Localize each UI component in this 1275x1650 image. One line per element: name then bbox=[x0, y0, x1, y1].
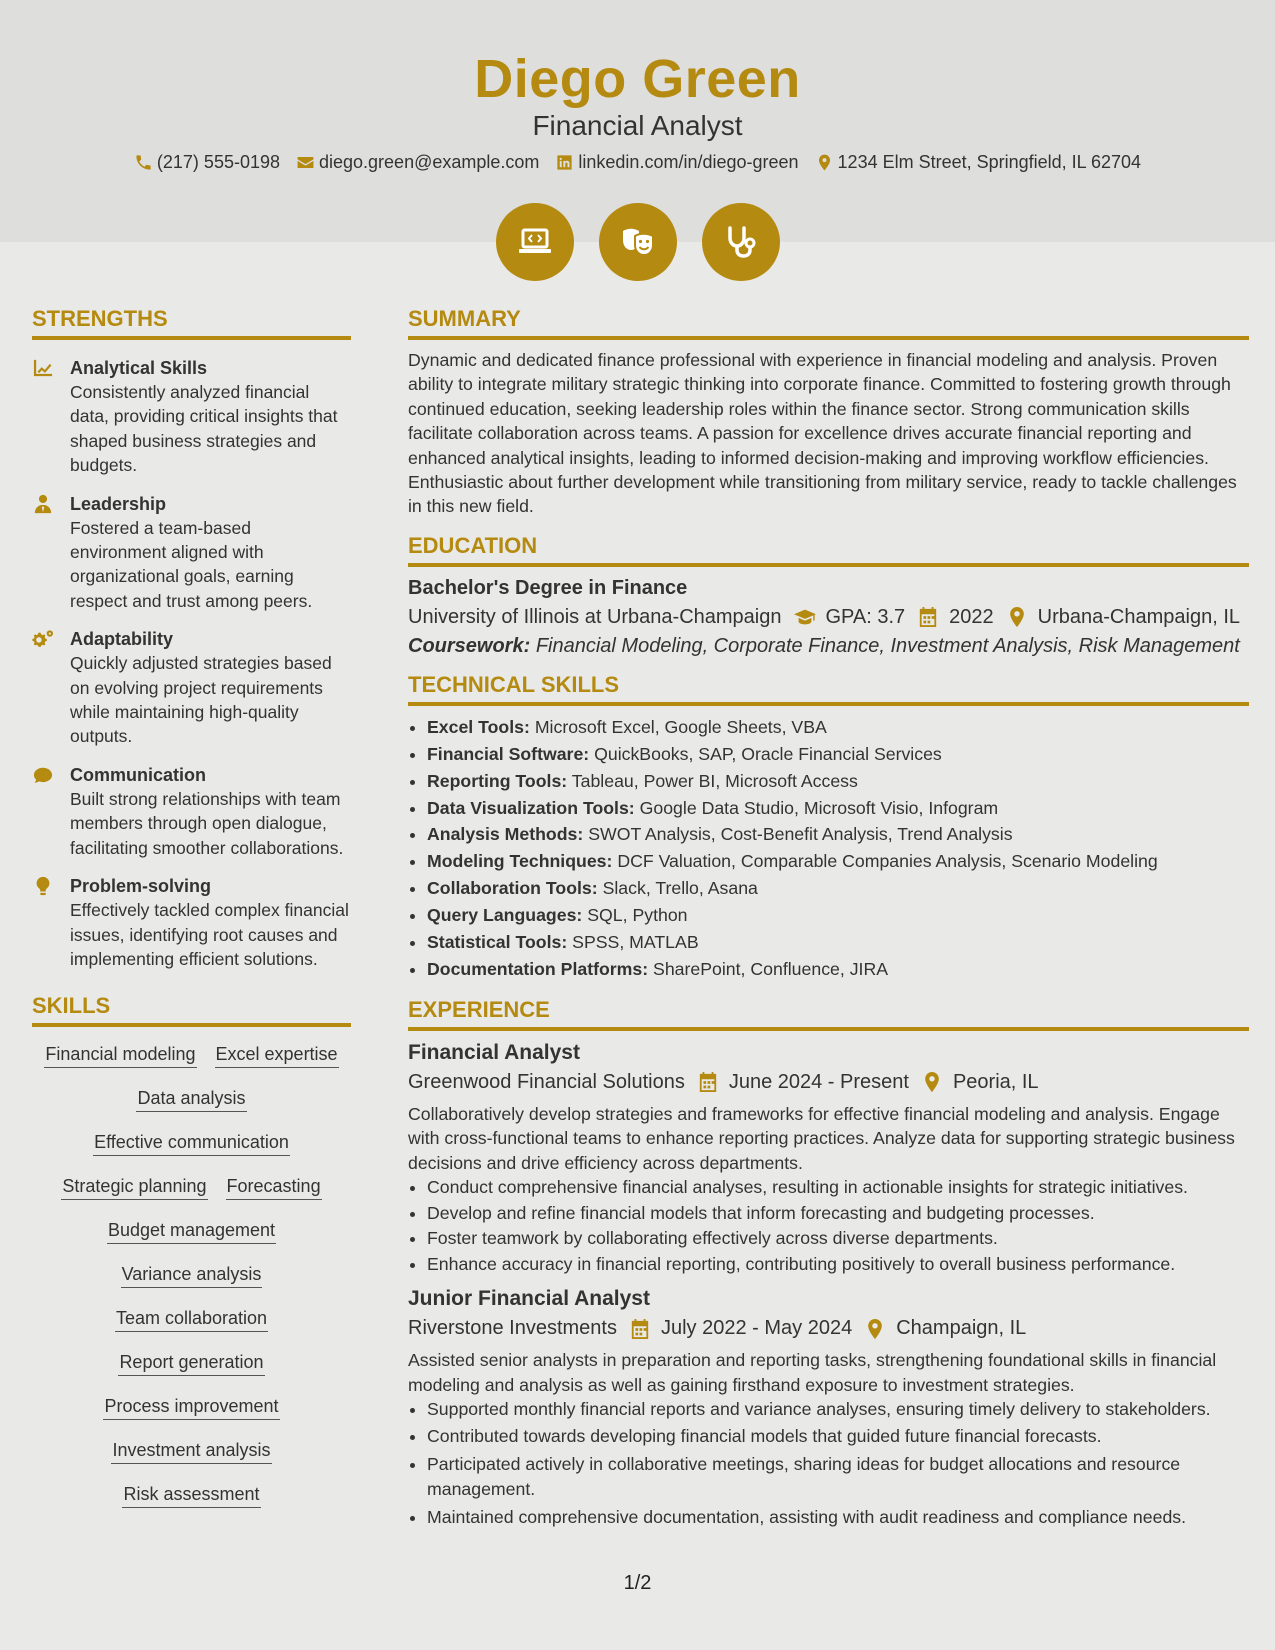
tech-skill-value: SPSS, MATLAB bbox=[572, 932, 699, 953]
job-bullet: • Supported monthly financial reports and variance analyses, ensuring timely delivery to stakeholders. bbox=[427, 1397, 1249, 1423]
strengths-title: STRENGTHS bbox=[32, 306, 351, 340]
education-location: Urbana-Champaign, IL bbox=[1037, 605, 1241, 628]
tech-skill-label: Excel Tools: bbox=[427, 716, 530, 737]
job-bullets bbox=[408, 1175, 1249, 1277]
skills-list bbox=[32, 1043, 351, 1508]
interest-circle bbox=[496, 203, 574, 281]
coursework-label: Coursework: bbox=[408, 634, 531, 657]
strength-name: Adaptability bbox=[70, 629, 174, 650]
job-dates-item bbox=[697, 1071, 909, 1094]
tech-skill-label: Statistical Tools: bbox=[427, 932, 568, 953]
tech-skill-value: Google Data Studio, Microsoft Visio, Infogram bbox=[639, 797, 999, 818]
strength-item bbox=[32, 492, 351, 614]
tech-skill-label: Data Visualization Tools: bbox=[427, 797, 635, 818]
tech-skill-value: SharePoint, Confluence, JIRA bbox=[653, 959, 889, 979]
chart-line-icon bbox=[32, 358, 54, 378]
skill-tag: Financial modeling bbox=[44, 1043, 196, 1068]
job-description: Assisted senior analysts in preparation and reporting tasks, strengthening foundational skills in financial modeling and analysis as well as gaining firsthand exposure to investment strategies. bbox=[408, 1350, 1217, 1395]
map-marker-icon bbox=[921, 1072, 943, 1092]
tech-skill-item bbox=[427, 768, 1249, 795]
job-description: Collaboratively develop strategies and frameworks for effective financial modeling and analysis. Engage with cross-functional teams to enhance reporting practices. Analyze data for supporting strategic business decisions and drive efficiency across departments. bbox=[408, 1103, 1235, 1173]
tech-skill-label: Collaboration Tools: bbox=[427, 878, 598, 899]
interest-circle bbox=[599, 203, 677, 281]
strength-name: Problem-solving bbox=[70, 876, 212, 897]
strength-desc: Fostered a team-based environment aligned with organizational goals, earning respect and trust among peers. bbox=[70, 517, 313, 611]
tech-skill-label: Query Languages: bbox=[427, 905, 583, 926]
contact-email[interactable] bbox=[296, 152, 539, 173]
job-bullets bbox=[408, 1397, 1249, 1531]
candidate-name: Diego Green bbox=[474, 49, 801, 109]
job-bullet: • Maintained comprehensive documentation, assisting with audit readiness and compliance needs. bbox=[427, 1505, 1249, 1531]
tech-skill-item bbox=[427, 956, 1249, 983]
tech-skill-label: Documentation Platforms: bbox=[427, 959, 649, 979]
skills-title: SKILLS bbox=[32, 993, 351, 1027]
user-tie-icon bbox=[32, 494, 54, 514]
job-entry bbox=[408, 1287, 1249, 1530]
calendar-icon bbox=[917, 607, 939, 627]
tech-skill-value: Microsoft Excel, Google Sheets, VBA bbox=[534, 716, 827, 737]
strength-item bbox=[32, 874, 351, 971]
tech-skill-item bbox=[427, 929, 1249, 956]
tech-skill-value: SWOT Analysis, Cost-Benefit Analysis, Trend Analysis bbox=[588, 824, 1013, 845]
skill-tag: Risk assessment bbox=[122, 1483, 260, 1508]
strength-name: Leadership bbox=[70, 493, 167, 514]
job-entry bbox=[408, 1041, 1249, 1277]
cogs-icon bbox=[32, 629, 54, 649]
job-bullet: • Foster teamwork by collaborating effectively across diverse departments. bbox=[427, 1226, 1249, 1252]
experience-section bbox=[408, 997, 1249, 1531]
skill-tag: Variance analysis bbox=[121, 1263, 263, 1288]
contact-address bbox=[815, 152, 1142, 173]
summary-text: Dynamic and dedicated finance professional with experience in financial modeling and analysis. Proven ability to integrate military strategic thinking into corporate finance. Committed to fostering growth through continued education, seeking leadership roles within the finance sector. Strong communication skills facilitate collaboration across teams. A passion for excellence drives accurate financial reporting and enhanced analytical insights, leading to informed decision-making and improving workflow efficiencies. Enthusiastic about further development while transitioning from military service, ready to tackle challenges in this new field. bbox=[408, 350, 1237, 517]
company-name: Greenwood Financial Solutions bbox=[408, 1070, 685, 1093]
calendar-icon bbox=[697, 1072, 719, 1092]
tech-skill-label: Analysis Methods: bbox=[427, 824, 584, 845]
strength-name: Analytical Skills bbox=[70, 358, 208, 378]
map-marker-icon bbox=[864, 1319, 886, 1339]
job-bullet: • Participated actively in collaborative meetings, sharing ideas for budget allocations and resource management. bbox=[427, 1452, 1249, 1503]
technical-skills-title: TECHNICAL SKILLS bbox=[408, 672, 1249, 706]
technical-skills-list bbox=[408, 714, 1249, 983]
tech-skill-item bbox=[427, 714, 1249, 741]
coursework bbox=[408, 635, 1249, 658]
school-name: University of Illinois at Urbana-Champaign bbox=[408, 605, 782, 628]
tech-skill-item bbox=[427, 875, 1249, 902]
job-location: Peoria, IL bbox=[952, 1070, 1039, 1093]
strength-item bbox=[32, 356, 351, 478]
job-title: Junior Financial Analyst bbox=[408, 1287, 650, 1311]
map-marker-icon bbox=[1006, 607, 1028, 627]
skill-tag: Team collaboration bbox=[115, 1307, 268, 1332]
job-bullet: • Develop and refine financial models that inform forecasting and budgeting processes. bbox=[427, 1201, 1249, 1227]
skill-tag: Report generation bbox=[118, 1351, 264, 1376]
skill-tag: Strategic planning bbox=[61, 1175, 207, 1200]
tech-skill-item bbox=[427, 848, 1249, 875]
tech-skill-label: Modeling Techniques: bbox=[427, 851, 613, 872]
skill-tag: Investment analysis bbox=[111, 1439, 271, 1464]
job-meta bbox=[408, 1317, 1249, 1340]
skill-tag: Budget management bbox=[107, 1219, 276, 1244]
right-column bbox=[408, 306, 1249, 1532]
degree-name: Bachelor's Degree in Finance bbox=[408, 576, 688, 599]
job-location-item bbox=[864, 1317, 1026, 1340]
skill-tag: Forecasting bbox=[226, 1175, 322, 1200]
job-location-item bbox=[921, 1071, 1039, 1094]
job-bullet: • Conduct comprehensive financial analyses, resulting in actionable insights for strategic initiatives. bbox=[427, 1175, 1249, 1201]
interest-circle bbox=[702, 203, 780, 281]
interest-icons bbox=[0, 203, 1275, 281]
theater-masks-icon bbox=[618, 222, 658, 262]
contact-bar bbox=[0, 152, 1275, 173]
education-section bbox=[408, 533, 1249, 658]
gpa-text: GPA: 3.7 bbox=[825, 605, 906, 628]
job-location: Champaign, IL bbox=[896, 1317, 1027, 1340]
tech-skill-value: DCF Valuation, Comparable Companies Analysis, Scenario Modeling bbox=[617, 851, 1158, 872]
tech-skill-value: Slack, Trello, Asana bbox=[602, 878, 758, 899]
skill-tag: Data analysis bbox=[136, 1087, 246, 1112]
job-dates: July 2022 - May 2024 bbox=[660, 1317, 853, 1340]
education-meta bbox=[408, 606, 1249, 629]
contact-linkedin[interactable] bbox=[555, 152, 798, 173]
left-column bbox=[32, 306, 351, 1508]
job-dates: June 2024 - Present bbox=[728, 1070, 909, 1093]
tech-skill-value: QuickBooks, SAP, Oracle Financial Services bbox=[594, 743, 942, 764]
strength-item bbox=[32, 763, 351, 860]
experience-title: EXPERIENCE bbox=[408, 997, 1249, 1031]
job-bullet: • Enhance accuracy in financial reporting, contributing positively to overall business performance. bbox=[427, 1252, 1249, 1278]
job-dates-item bbox=[629, 1317, 852, 1340]
tech-skill-item bbox=[427, 741, 1249, 768]
company-name: Riverstone Investments bbox=[408, 1317, 617, 1340]
phone-text: (217) 555-0198 bbox=[156, 152, 280, 172]
coursework-text: Financial Modeling, Corporate Finance, Investment Analysis, Risk Management bbox=[535, 634, 1240, 657]
technical-skills-section bbox=[408, 672, 1249, 983]
strength-name: Communication bbox=[70, 764, 207, 785]
contact-phone[interactable] bbox=[134, 152, 280, 173]
strength-item bbox=[32, 627, 351, 749]
calendar-icon bbox=[629, 1319, 651, 1339]
map-marker-icon bbox=[815, 153, 834, 172]
tech-skill-item bbox=[427, 795, 1249, 822]
tech-skill-label: Reporting Tools: bbox=[427, 770, 568, 791]
year-text: 2022 bbox=[949, 605, 994, 628]
strength-desc: Built strong relationships with team members through open dialogue, facilitating smoother collaborations. bbox=[70, 788, 344, 858]
summary-title: SUMMARY bbox=[408, 306, 1249, 340]
education-title: EDUCATION bbox=[408, 533, 1249, 567]
tech-skill-value: SQL, Python bbox=[587, 905, 688, 926]
laptop-code-icon bbox=[515, 222, 555, 262]
envelope-icon bbox=[296, 153, 315, 172]
job-title: Financial Analyst bbox=[408, 1040, 580, 1064]
year-item bbox=[917, 606, 994, 629]
address-text: 1234 Elm Street, Springfield, IL 62704 bbox=[837, 152, 1142, 172]
graduation-cap-icon bbox=[794, 607, 816, 627]
candidate-title: Financial Analyst bbox=[532, 110, 743, 141]
strength-desc: Quickly adjusted strategies based on evolving project requirements while maintaining high-quality outputs. bbox=[70, 653, 332, 747]
comment-icon bbox=[32, 765, 54, 785]
job-meta bbox=[408, 1071, 1249, 1094]
linkedin-icon bbox=[555, 153, 574, 172]
phone-icon bbox=[134, 153, 153, 172]
skill-tag: Excel expertise bbox=[215, 1043, 339, 1068]
skill-tag: Process improvement bbox=[103, 1395, 279, 1420]
stethoscope-icon bbox=[721, 222, 761, 262]
page-indicator: 1/2 bbox=[623, 1572, 652, 1594]
tech-skill-item bbox=[427, 902, 1249, 929]
tech-skill-item bbox=[427, 821, 1249, 848]
lightbulb-icon bbox=[32, 876, 54, 896]
gpa-item bbox=[794, 606, 906, 629]
linkedin-text: linkedin.com/in/diego-green bbox=[578, 152, 799, 172]
tech-skill-value: Tableau, Power BI, Microsoft Access bbox=[571, 770, 858, 791]
skill-tag: Effective communication bbox=[93, 1131, 290, 1156]
tech-skill-label: Financial Software: bbox=[427, 743, 590, 764]
strength-desc: Consistently analyzed financial data, providing critical insights that shaped business strategies and budgets. bbox=[70, 382, 338, 476]
job-bullet: • Contributed towards developing financial models that guided future financial forecasts. bbox=[427, 1424, 1249, 1450]
education-location-item bbox=[1006, 606, 1240, 629]
strength-desc: Effectively tackled complex financial issues, identifying root causes and implementing efficient solutions. bbox=[70, 900, 349, 969]
email-text: diego.green@example.com bbox=[319, 152, 540, 172]
